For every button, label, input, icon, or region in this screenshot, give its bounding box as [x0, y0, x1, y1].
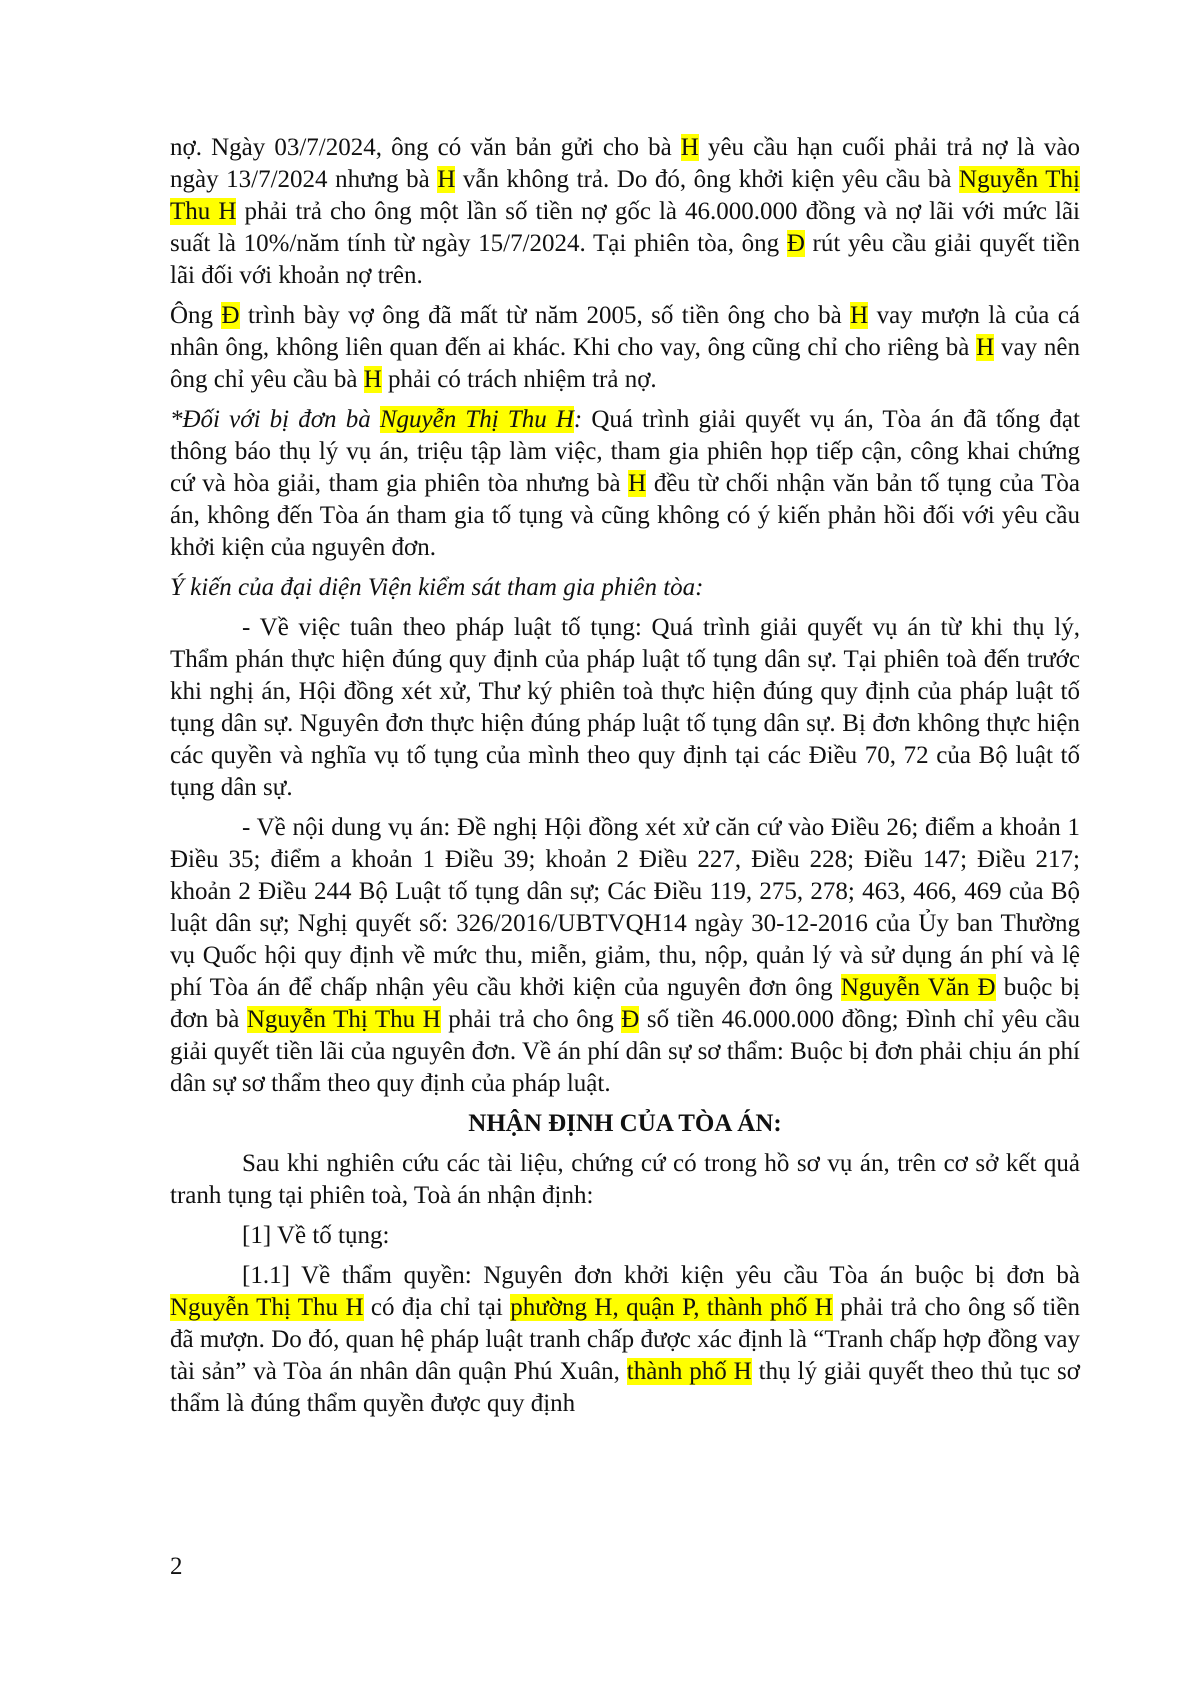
paragraph-jurisdiction [170, 1260, 1080, 1420]
paragraph-court-intro: Sau khi nghiên cứu các tài liệu, chứng cứ có trong hồ sơ vụ án, trên cơ sở kết quả tranh tụng tại phiên toà, Toà án nhận định: [170, 1150, 1080, 1209]
text: nợ. Ngày 03/7/2024, ông có văn bản gửi cho bà [170, 134, 681, 161]
highlight-name: Nguyễn Thị Thu H [170, 166, 1080, 225]
text: [1.1] Về thẩm quyền: Nguyên đơn khởi kiện yêu cầu Tòa án buộc bị đơn bà [242, 1262, 1080, 1289]
text: phải trả cho ông số tiền đã mượn. Do đó, quan hệ pháp luật tranh chấp được xác định là “Tranh chấp hợp đồng vay tài sản” và Tòa án nhân dân quận Phú Xuân, [170, 1294, 1080, 1385]
text: Ông [170, 302, 222, 329]
text: vẫn không trả. Do đó, ông khởi kiện yêu cầu bà [455, 166, 960, 193]
highlight-name: H [850, 302, 869, 329]
text: số tiền 46.000.000 đồng; Đình chỉ yêu cầu giải quyết tiền lãi của nguyên đơn. Về án phí dân sự sơ thẩm: Buộc bị đơn phải chịu án phí dân sự sơ thẩm theo quy định của pháp luật. [170, 1006, 1080, 1097]
paragraph-defendant [170, 404, 1080, 564]
text: phải trả cho ông [440, 1006, 622, 1033]
highlight-name: H [628, 470, 647, 497]
highlight-name: Nguyễn Thị Thu H [246, 1006, 441, 1033]
paragraph-procedure-compliance: - Về việc tuân theo pháp luật tố tụng: Quá trình giải quyết vụ án từ khi thụ lý, Thẩm phán thực hiện đúng quy định của pháp luật tố tụng dân sự. Tại phiên toà đến trước khi nghị án, Hội đồng xét xử, Thư ký phiên toà thực hiện đúng quy định của pháp luật tố tụng dân sự. Nguyên đơn thực hiện đúng pháp luật tố tụng dân sự. Bị đơn không thực hiện các quyền và nghĩa vụ tố tụng của mình theo quy định tại các Điều 70, 72 của Bộ luật tố tụng dân sự. [170, 614, 1080, 801]
highlight-name: Nguyễn Thị Thu H [170, 1294, 364, 1321]
text: vay mượn là của cá nhân ông, không liên quan đến ai khác. Khi cho vay, ông cũng chỉ cho riêng bà [170, 302, 1080, 361]
highlight-address: phường H, quận P, thành phố H [510, 1294, 833, 1321]
highlight-name: Nguyễn Văn Đ [840, 974, 996, 1001]
text: trình bày vợ ông đã mất từ năm 2005, số tiền ông cho bà [239, 302, 851, 329]
text: buộc bị đơn bà [170, 974, 1080, 1033]
document-page [170, 132, 1080, 1428]
paragraph-case-content [170, 812, 1080, 1100]
highlight-name: H [680, 134, 699, 161]
paragraph-plaintiff-claim [170, 132, 1080, 292]
paragraph-plaintiff-statement [170, 300, 1080, 396]
text: - Về nội dung vụ án: Đề nghị Hội đồng xét xử căn cứ vào Điều 26; điểm a khoản 1 Điều 35; điểm a khoản 1 Điều 39; khoản 2 Điều 227, Điều 228; Điều 147; Điều 217; khoản 2 Điều 244 Bộ Luật tố tụng dân sự; Các Điều 119, 275, 278; 463, 466, 469 của Bộ luật dân sự; Nghị quyết số: 326/2016/UBTVQH14 ngày 30-12-2016 của Ủy ban Thường vụ Quốc hội quy định về mức thu, miễn, giảm, thu, nộp, quản lý và sử dụng án phí và lệ phí Tòa án để chấp nhận yêu cầu khởi kiện của nguyên đơn ông [170, 814, 1080, 1001]
text: vay nên ông chỉ yêu cầu bà [170, 334, 1080, 393]
paragraph-procedure-heading: [1] Về tố tụng: [242, 1222, 390, 1249]
text: rút yêu cầu giải quyết tiền lãi đối với khoản nợ trên. [170, 230, 1080, 289]
highlight-name: H [437, 166, 456, 193]
text: yêu cầu hạn cuối phải trả nợ là vào ngày 13/7/2024 nhưng bà [170, 134, 1080, 193]
page-number: 2 [170, 1553, 183, 1580]
text: thụ lý giải quyết theo thủ tục sơ thẩm là đúng thẩm quyền được quy định [170, 1358, 1080, 1417]
text: Quá trình giải quyết vụ án, Tòa án đã tống đạt thông báo thụ lý vụ án, triệu tập làm việc, tham gia phiên họp tiếp cận, công khai chứng cứ và hòa giải, tham gia phiên tòa nhưng bà [170, 406, 1080, 497]
highlight-name: Nguyễn Thị Thu H [379, 406, 574, 433]
highlight-name: H [976, 334, 995, 361]
text: đều từ chối nhận văn bản tố tụng của Tòa án, không đến Tòa án tham gia tố tụng và cũng không có ý kiến phản hồi đối với yêu cầu khởi kiện của nguyên đơn. [170, 470, 1080, 561]
text: có địa chỉ tại [363, 1294, 511, 1321]
highlight-name: H [363, 366, 382, 393]
text: *Đối với bị đơn bà [170, 406, 380, 433]
highlight-name: Đ [786, 230, 805, 257]
paragraph-procuracy-title: Ý kiến của đại diện Viện kiểm sát tham gia phiên tòa: [170, 574, 704, 601]
highlight-address: thành phố H [626, 1358, 752, 1385]
section-heading: NHẬN ĐỊNH CỦA TÒA ÁN: [468, 1110, 782, 1137]
text: : [573, 406, 583, 433]
text: phải trả cho ông một lần số tiền nợ gốc là 46.000.000 đồng và nợ lãi với mức lãi suất là 10%/năm tính từ ngày 15/7/2024. Tại phiên tòa, ông [170, 198, 1080, 257]
highlight-name: Đ [221, 302, 240, 329]
text: phải có trách nhiệm trả nợ. [381, 366, 657, 393]
highlight-name: Đ [621, 1006, 640, 1033]
